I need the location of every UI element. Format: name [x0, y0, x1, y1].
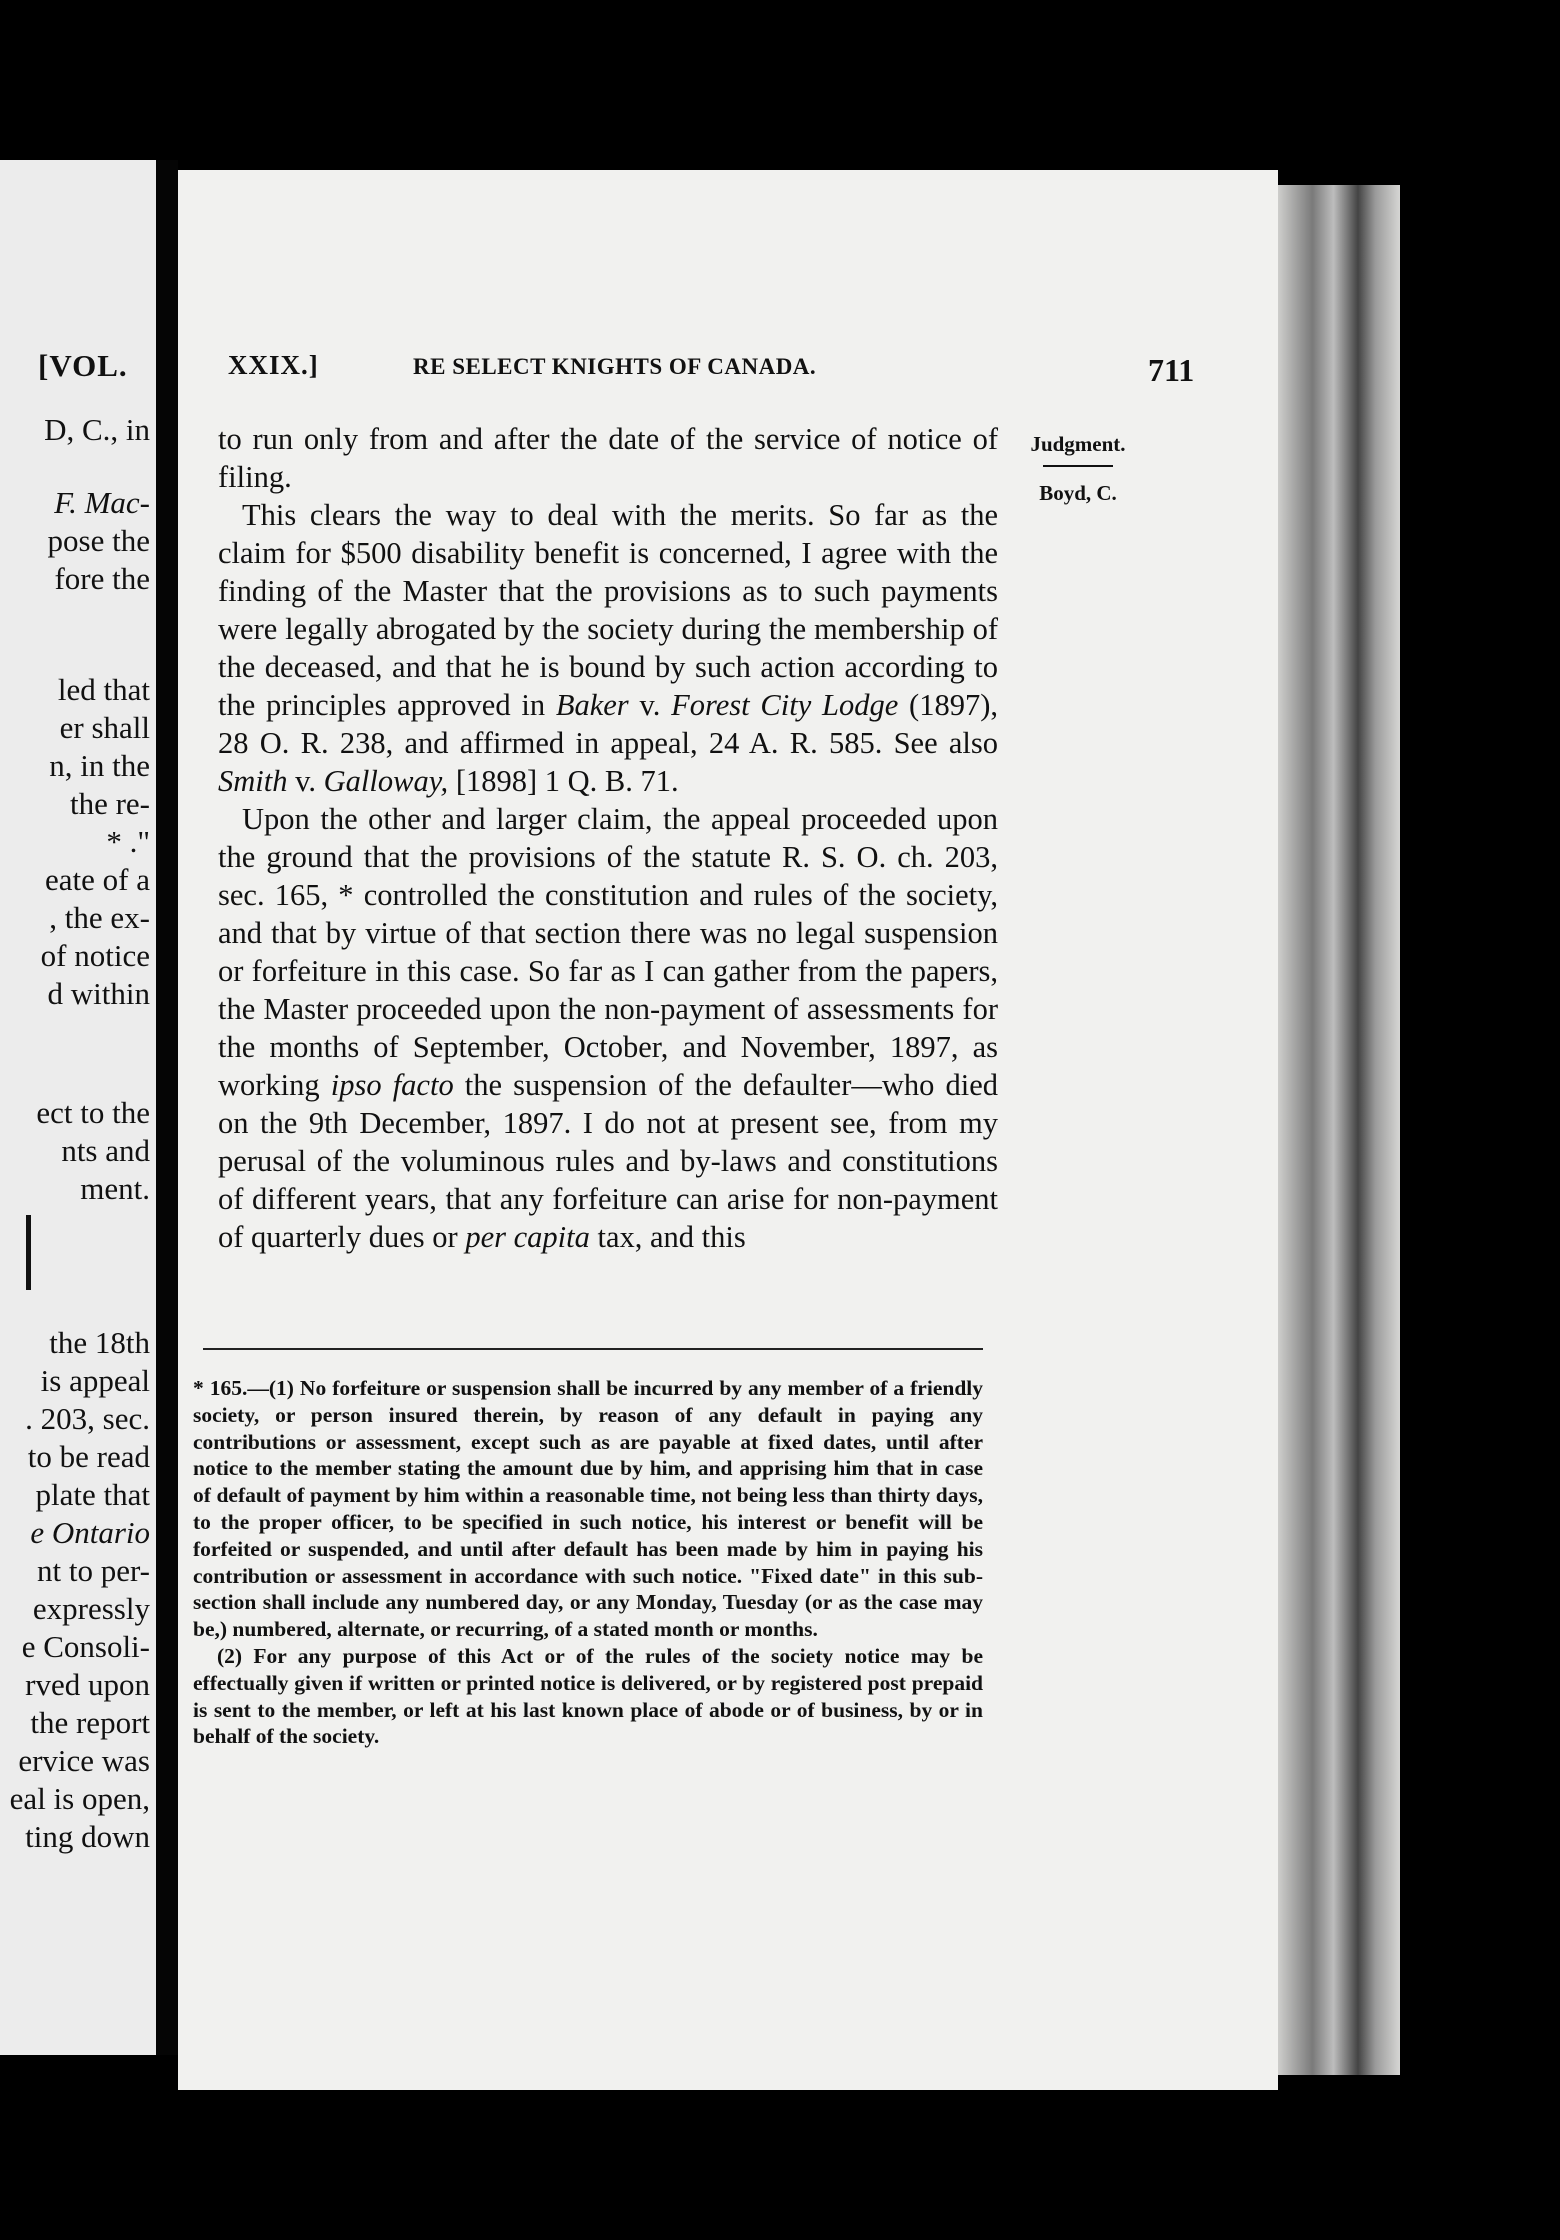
text-run: Upon the other and larger claim, the appeal proceeded upon the ground that the provisions of the statute R. S. O. ch. 203, sec. 165, * controlled the constitution and rules of the society, and that by virtue of that section there was no legal suspension or forfeiture in this case. So far as I can gather from the papers, the Master proceeded upon the non-payment of assessments for the months of September, October, and November, 1897, as working	[218, 802, 998, 1102]
left-line: the re-	[69, 786, 150, 821]
text-run: [1898] 1 Q. B. 71.	[448, 764, 679, 798]
left-running-head: [VOL.	[38, 348, 128, 383]
case-name: Smith	[218, 764, 288, 798]
text-run: the suspension of the defaulter—who died on the 9th December, 1897. I do not at present see, from my perusal of the voluminous rules and by-laws and constitutions of different years, that any forfeiture can arise for non-payment of quarterly dues or	[218, 1068, 998, 1254]
left-line: pose the	[47, 523, 150, 558]
left-line: ect to the	[36, 1095, 150, 1130]
left-line: , the ex-	[49, 900, 150, 935]
left-line: rved upon	[25, 1667, 150, 1702]
left-line: the 18th	[49, 1325, 150, 1360]
left-line: e Ontario	[30, 1515, 150, 1550]
left-line: fore the	[54, 561, 150, 596]
paragraph-3	[218, 800, 998, 1256]
latin-phrase: per capita	[465, 1220, 590, 1254]
left-line: the report	[30, 1705, 150, 1740]
running-header	[228, 350, 1228, 394]
left-line: eal is open,	[9, 1781, 150, 1816]
header-volume: XXIX.]	[228, 350, 319, 380]
paragraph-2	[218, 496, 998, 800]
page-number: 711	[1148, 352, 1195, 388]
left-line: D, C., in	[44, 412, 150, 447]
text-run: v.	[287, 764, 324, 798]
margin-heading: Judgment.	[1030, 432, 1126, 456]
text-run: (1897), 28 O. R. 238, and affirmed in appeal, 24 A. R. 585. See also	[218, 688, 998, 760]
left-line: plate that	[35, 1477, 150, 1512]
paragraph-1: to run only from and after the date of the service of notice of filing.	[218, 422, 998, 494]
left-line: * ."	[106, 824, 150, 859]
left-line: n, in the	[49, 748, 150, 783]
left-line: er shall	[59, 710, 150, 745]
left-line: F. Mac-	[54, 485, 150, 520]
margin-judge: Boyd, C.	[1039, 481, 1117, 505]
left-page-fragment	[0, 160, 156, 2055]
left-line: of notice	[40, 938, 150, 973]
left-line: nt to per-	[36, 1553, 150, 1588]
text-run: v.	[628, 688, 672, 722]
footnote	[193, 1375, 983, 1750]
left-line: ment.	[80, 1171, 150, 1206]
left-line: d within	[47, 976, 150, 1011]
margin-notes	[1013, 432, 1143, 506]
main-page	[178, 170, 1278, 2090]
footnote-paragraph-1: * 165.—(1) No forfeiture or suspension shall be incurred by any member of a friendly society, or person insured therein, by reason of any default in paying any contributions or assessment, except such as are payable at fixed dates, until after notice to the member stating the amount due by him, and apprising him that in case of default of payment by him within a reasonable time, not being less than thirty days, to the proper officer, to be specified in such notice, his interest or benefit will be forfeited or suspended, and until after default has been made by him in paying his contribution or assessment in accordance with such notice. "Fixed date" in this sub-section shall include any numbered day, or any Monday, Tuesday (or as the case may be,) numbered, alternate, or recurring, of a stated month or months.	[193, 1376, 983, 1642]
latin-phrase: ipso facto	[330, 1068, 454, 1102]
left-line: . 203, sec.	[25, 1401, 150, 1436]
left-line: led that	[57, 672, 150, 707]
book-spine	[156, 160, 178, 2055]
body-text	[218, 420, 998, 1256]
text-run: tax, and this	[589, 1220, 746, 1254]
left-line: nts and	[61, 1133, 150, 1168]
left-line: expressly	[32, 1591, 150, 1626]
left-line: e Consoli-	[21, 1629, 150, 1664]
left-margin-mark	[26, 1215, 31, 1290]
left-line: eate of a	[45, 862, 150, 897]
margin-rule	[1043, 465, 1113, 467]
case-name: Baker	[555, 688, 629, 722]
left-line: ervice was	[18, 1743, 150, 1778]
footnote-paragraph-2: (2) For any purpose of this Act or of the rules of the society notice may be effectually given if written or printed notice is delivered, or by registered post prepaid is sent to the member, or left at his last known place of abode or of business, by or in behalf of the society.	[193, 1643, 983, 1749]
footnote-rule	[203, 1348, 983, 1350]
header-title: RE SELECT KNIGHTS OF CANADA.	[413, 354, 817, 379]
text-run: This clears the way to deal with the merits. So far as the claim for $500 disability benefit is concerned, I agree with the finding of the Master that the provisions as to such payments were legally abrogated by the society during the membership of the deceased, and that he is bound by such action according to the principles approved in	[218, 498, 998, 722]
case-name: Forest City Lodge	[671, 688, 899, 722]
left-line: to be read	[27, 1439, 150, 1474]
case-name: Galloway,	[323, 764, 449, 798]
left-line: is appeal	[40, 1363, 150, 1398]
left-line: ting down	[25, 1819, 150, 1854]
